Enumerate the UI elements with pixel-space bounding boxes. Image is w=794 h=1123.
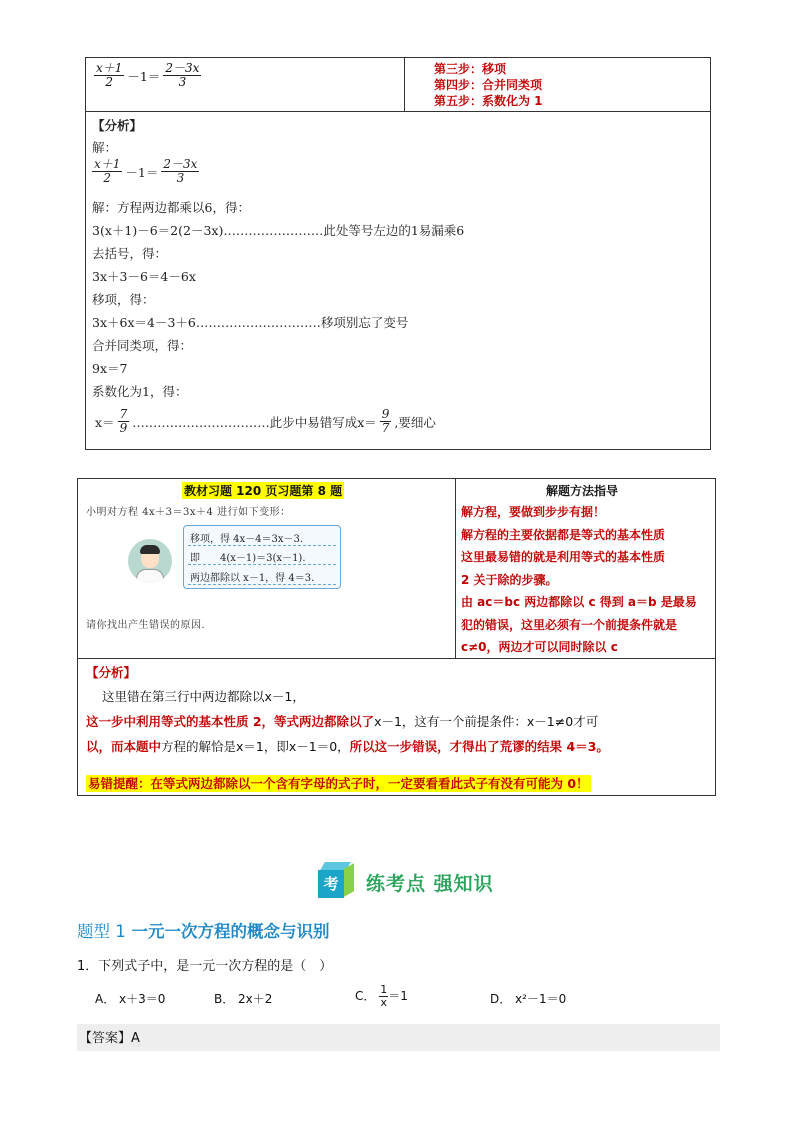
guide-line: 解方程，要做到步步有据！ [461, 505, 606, 519]
cube-char: 考 [318, 870, 344, 898]
solution-step: 去括号，得： [92, 246, 168, 261]
cube-icon [318, 860, 354, 900]
solution-step: 系数化为1，得： [92, 384, 188, 399]
step-item: 第四步：合并同类项 [434, 78, 543, 92]
equation-middle: －1＝ [125, 164, 159, 180]
solution-step: 3x＋6x＝4－3＋6…………………………移项别忘了变号 [92, 315, 409, 330]
work-line: 即 4(x－1)＝3(x－1). [190, 553, 306, 564]
solution-step: 9x＝7 [92, 361, 128, 376]
frac-denominator: 3 [178, 75, 187, 89]
worked-solution-table [85, 57, 711, 450]
solution-step: 移项，得： [92, 292, 155, 307]
analysis-line: 这里错在第三行中两边都除以x－1， [102, 689, 305, 704]
question-stem: 1．下列式子中，是一元一次方程的是（ ） [77, 959, 333, 974]
work-line: 两边都除以 x－1，得 4＝3. [190, 573, 315, 584]
analysis-line: 以，而本题中方程的解恰是x＝1，即x－1＝0，所以这一步错误，才得出了荒谬的结果 4＝3。 [86, 739, 609, 754]
guide-line: c≠0，两边才可以同时除以 c [461, 640, 618, 654]
student-avatar-illustration [128, 539, 172, 583]
analysis-heading: 【分析】 [92, 118, 143, 133]
analysis-heading: 【分析】 [86, 665, 137, 680]
answer-bar: 【答案】A [77, 1024, 720, 1051]
frac-denominator: 2 [103, 171, 112, 185]
exercise-question: 请你找出产生错误的原因. [86, 620, 206, 631]
solution-step: 解：方程两边都乘以6，得： [92, 200, 250, 215]
exercise-title: 教材习题 120 页习题第 8 题 [184, 484, 343, 498]
solution-step: 3(x＋1)－6＝2(2－3x)……………………此处等号左边的1易漏乘6 [92, 223, 465, 238]
exercise-statement: 小明对方程 4x＋3＝3x＋4 进行如下变形： [86, 507, 291, 518]
guide-line: 这里最易错的就是利用等式的基本性质 [461, 550, 666, 564]
frac-numerator: x＋1 [94, 157, 121, 171]
method-guide [461, 501, 711, 659]
guide-line: 解方程的主要依据都是等式的基本性质 [461, 527, 666, 542]
restated-equation [92, 158, 199, 185]
problem-equation [94, 62, 201, 89]
guide-title: 解题方法指导 [546, 484, 619, 498]
solution-step: 合并同类项，得： [92, 338, 193, 353]
frac-denominator: 3 [176, 171, 185, 185]
final-answer-line: x＝ $\frac{7}{9}$ ……………………………此步中易错写成x＝ $\frac{9}{7}$ ,要细心 [95, 407, 436, 435]
solution-step: 3x＋3－6＝4－6x [92, 269, 196, 284]
frac-denominator: 2 [105, 75, 114, 89]
section-title: 练考点 强知识 [366, 873, 494, 895]
textbook-exercise-table [77, 478, 716, 796]
question-type-heading [77, 918, 330, 942]
option-d: D． x²－1＝0 [490, 992, 567, 1006]
question-type-title: 一元一次方程的概念与识别 [131, 922, 330, 941]
problem-row [86, 58, 710, 112]
option-a: A． x＋3＝0 [95, 992, 166, 1006]
guide-line: 由 ac＝bc 两边都除以 c 得到 a＝b 是最易 [461, 595, 697, 609]
column-divider [404, 58, 405, 112]
frac-numerator: 2－3x [165, 61, 200, 75]
error-tip: 易错提醒：在等式两边都除以一个含有字母的式子时，一定要看看此式子有没有可能为 0！ [88, 776, 589, 791]
frac-numerator: x＋1 [96, 61, 123, 75]
guide-line: 犯的错误，这里必须有一个前提条件就是 [461, 617, 678, 632]
option-c: C． $\frac{1}{x}=1$ [355, 983, 408, 1009]
steps-list [434, 61, 543, 109]
option-b: B． 2x＋2 [214, 992, 273, 1006]
student-work-box [183, 525, 341, 589]
equation-middle: －1＝ [127, 68, 161, 84]
step-item: 第五步：系数化为 1 [434, 94, 543, 108]
step-item: 第三步：移项 [434, 62, 507, 76]
frac-numerator: 2－3x [163, 157, 198, 171]
exercise-row [78, 479, 715, 659]
guide-line: 2 关于除的步骤。 [461, 572, 558, 587]
analysis-line: 这一步中利用等式的基本性质 2，等式两边都除以了x－1，这有一个前提条件：x－1≠0才可 [86, 714, 599, 729]
question-type-number: 题型 1 [77, 922, 126, 941]
solve-label: 解： [92, 140, 118, 155]
column-divider [455, 479, 456, 659]
work-line: 移项，得 4x－4＝3x－3. [190, 534, 304, 545]
